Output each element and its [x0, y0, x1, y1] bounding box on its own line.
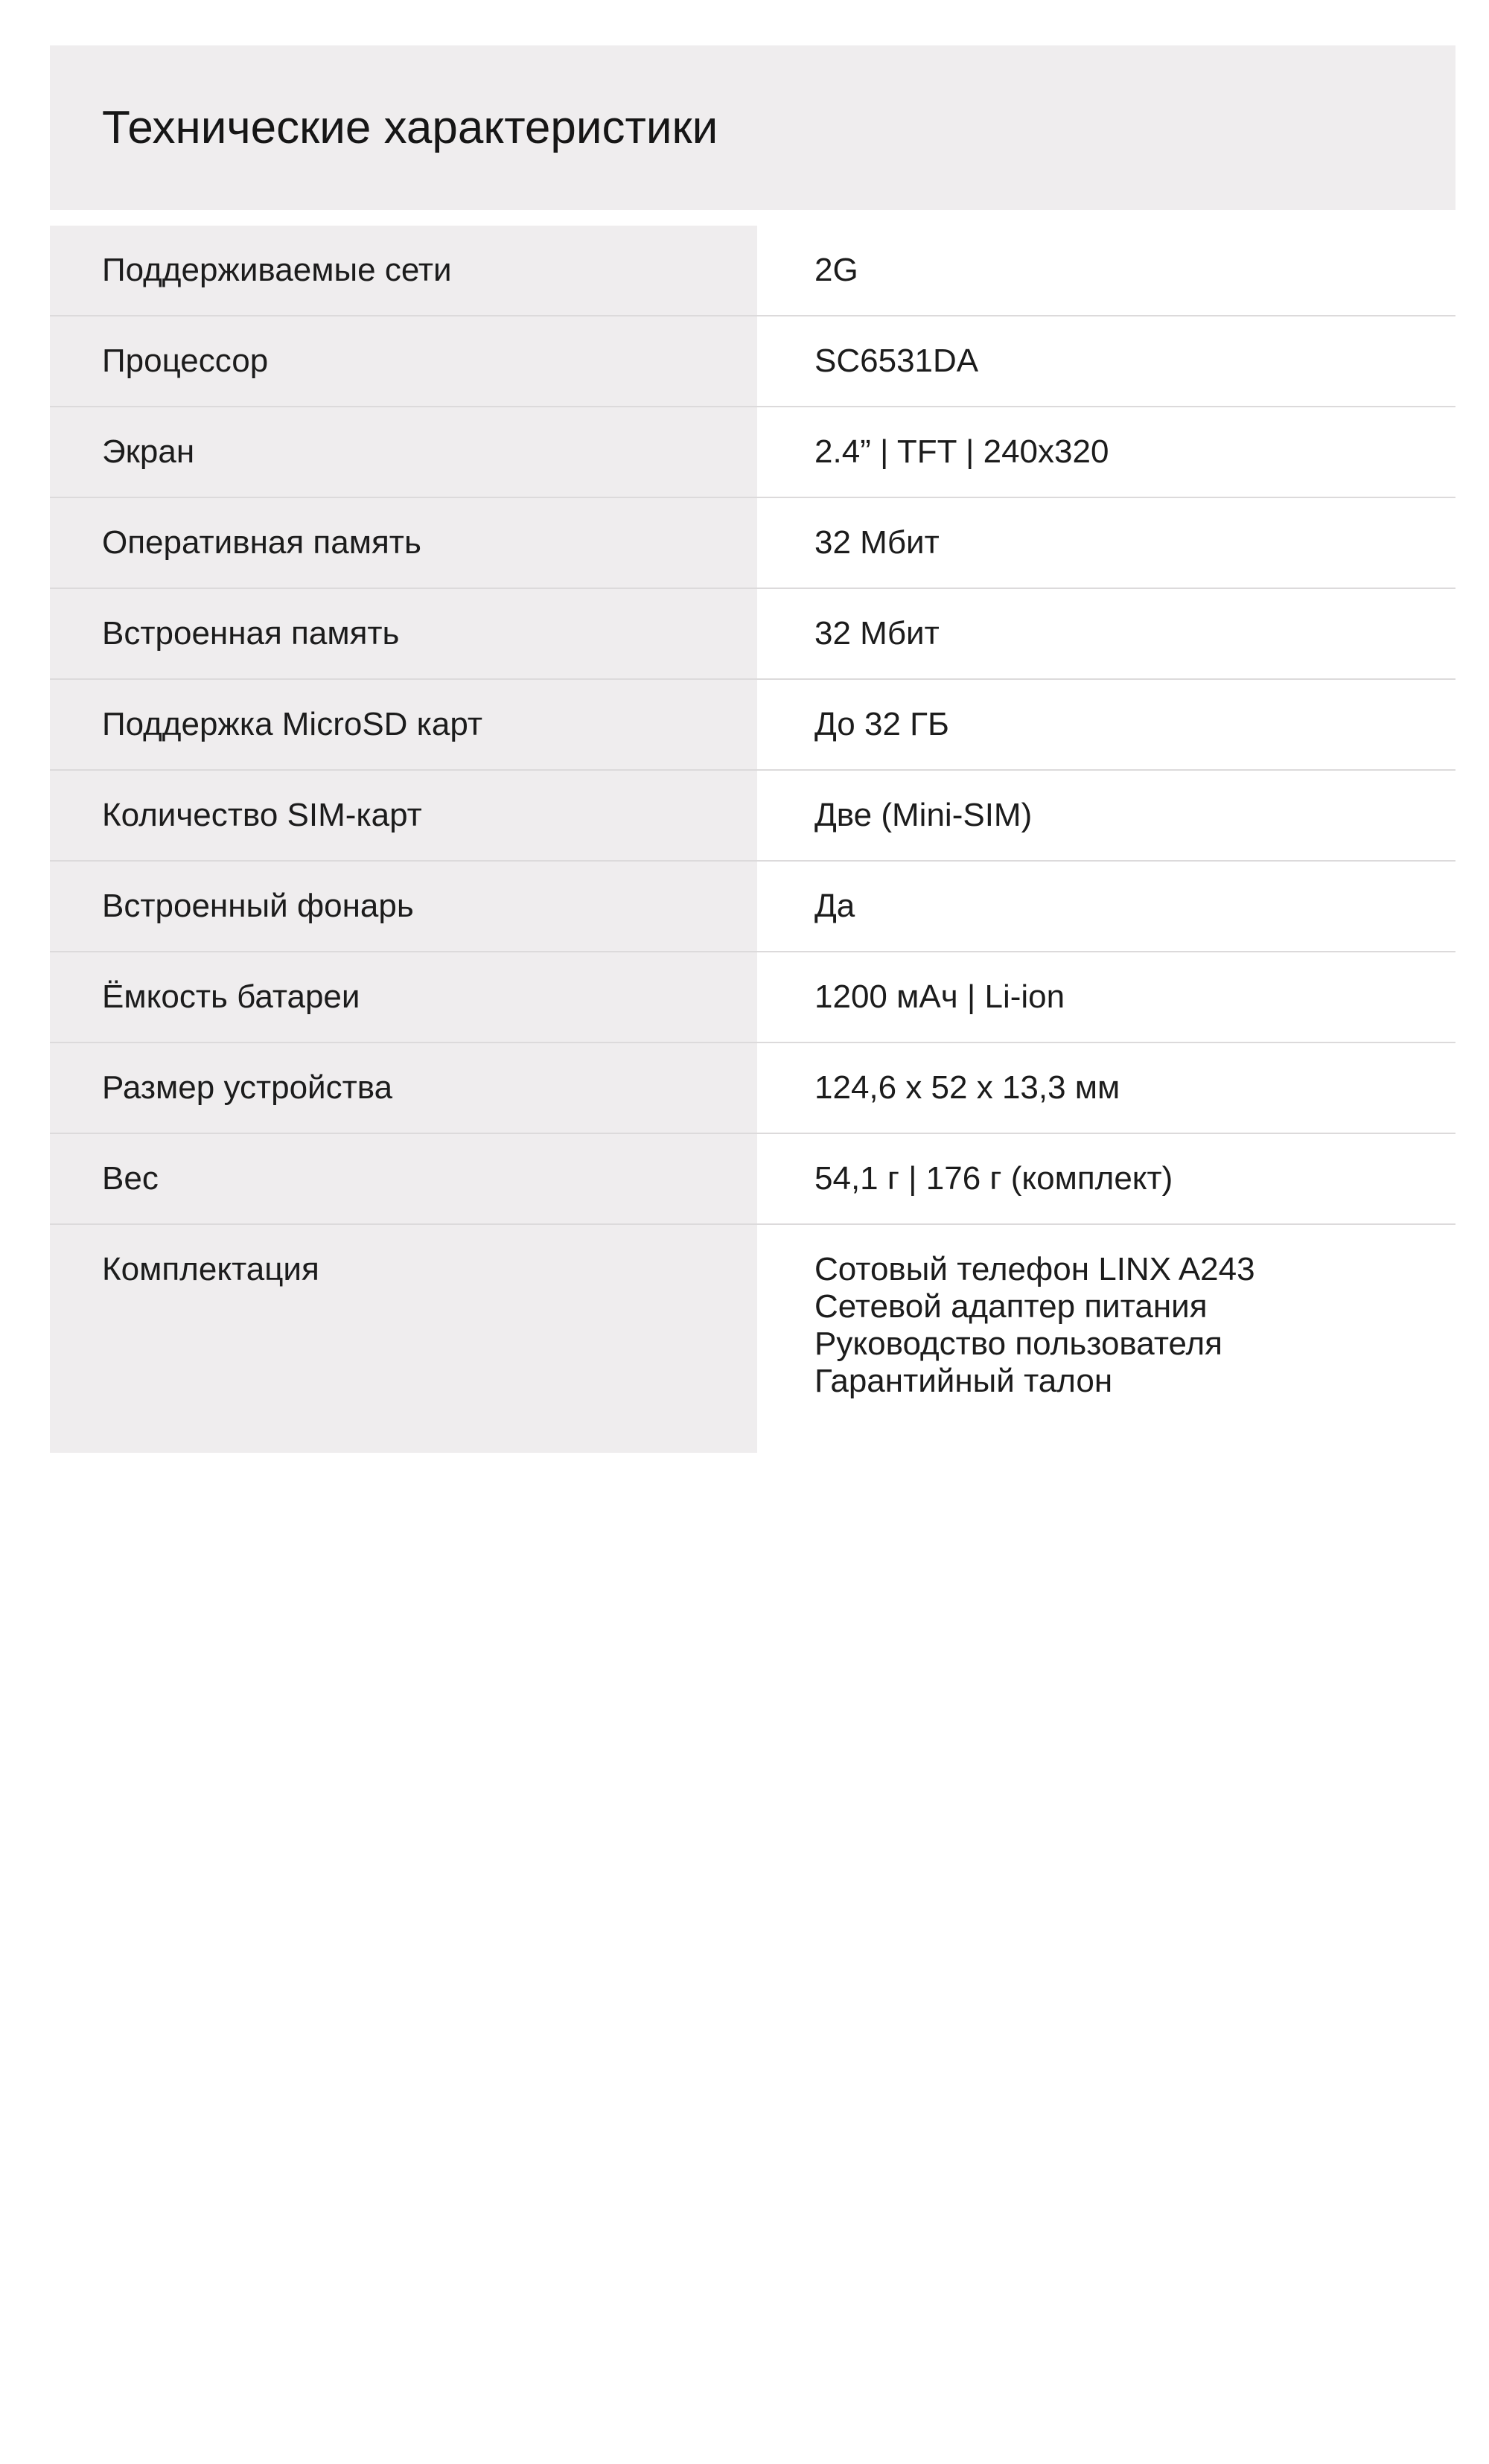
spec-label: Процессор: [50, 316, 757, 406]
spec-value: До 32 ГБ: [757, 680, 1455, 769]
package-item: Сетевой адаптер питания: [814, 1288, 1208, 1325]
page-title: Технические характеристики: [102, 102, 718, 153]
spec-label: Комплектация: [50, 1225, 757, 1453]
spec-value: SC6531DA: [757, 316, 1455, 406]
spec-row: [50, 226, 1455, 316]
spec-table: [50, 226, 1455, 2464]
spec-value: Две (Mini-SIM): [757, 771, 1455, 860]
spec-value: 54,1 г | 176 г (комплект): [757, 1134, 1455, 1223]
spec-value: Да: [757, 862, 1455, 951]
spec-label: Экран: [50, 407, 757, 497]
spec-value: 1200 мАч | Li-ion: [757, 952, 1455, 1042]
spec-label: Встроенный фонарь: [50, 862, 757, 951]
spec-label: Поддерживаемые сети: [50, 226, 757, 315]
spec-row: [50, 498, 1455, 589]
spec-row: [50, 952, 1455, 1043]
spec-row: [50, 407, 1455, 498]
spec-row: [50, 862, 1455, 952]
spec-label: Поддержка MicroSD карт: [50, 680, 757, 769]
spec-row: [50, 771, 1455, 862]
spec-row: [50, 589, 1455, 680]
spec-value: 32 Мбит: [757, 498, 1455, 588]
spec-value: 2.4” | TFT | 240x320: [757, 407, 1455, 497]
spec-label: Оперативная память: [50, 498, 757, 588]
spec-value: 124,6 x 52 x 13,3 мм: [757, 1043, 1455, 1133]
spec-row: [50, 316, 1455, 407]
spec-header: [50, 45, 1455, 210]
package-item: Сотовый телефон LINX A243: [814, 1251, 1255, 1287]
spec-row: [50, 680, 1455, 771]
spec-value: 32 Мбит: [757, 589, 1455, 678]
package-item: Гарантийный талон: [814, 1363, 1113, 1399]
spec-value: 2G: [757, 226, 1455, 315]
spec-label: Размер устройства: [50, 1043, 757, 1133]
package-list: [757, 1225, 1455, 1453]
spec-row: [50, 1134, 1455, 1225]
spec-row: [50, 1043, 1455, 1134]
package-item: Руководство пользователя: [814, 1325, 1222, 1362]
spec-label: Встроенная память: [50, 589, 757, 678]
spec-label: Количество SIM-карт: [50, 771, 757, 860]
spec-row-package: [50, 1225, 1455, 2464]
spec-label: Ёмкость батареи: [50, 952, 757, 1042]
spec-label: Вес: [50, 1134, 757, 1223]
